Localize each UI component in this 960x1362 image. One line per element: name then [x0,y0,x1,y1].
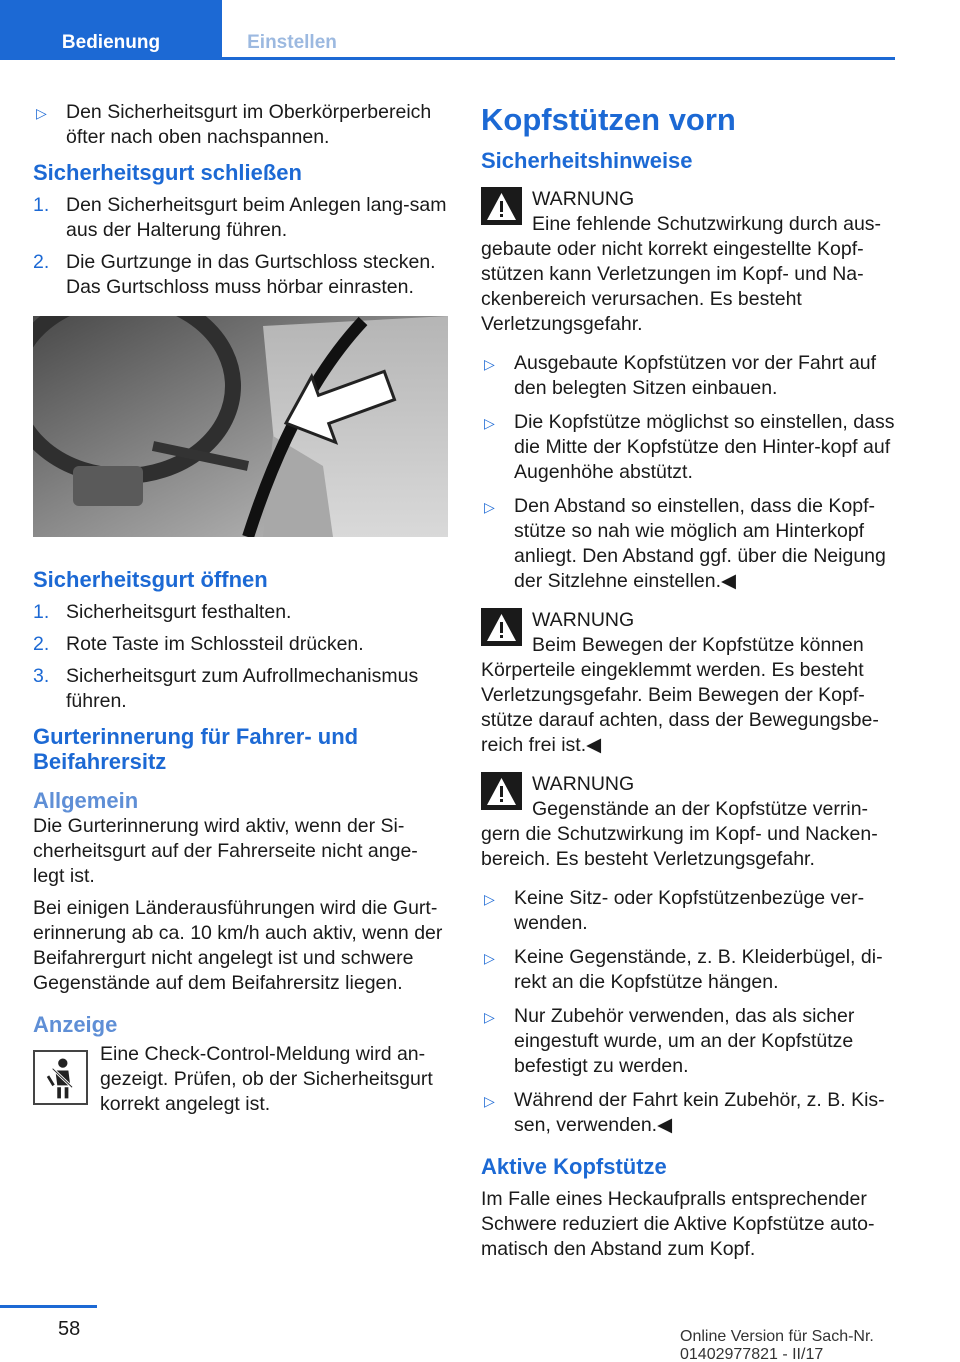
warning-text: Beim Bewegen der Kopfstütze können Körperteile eingeklemmt werden. Es besteht Verletzungsgefahr. Beim Bewegen der Kopf‐stütze darauf achten, dass der Bewegungsbe‐reich frei ist.◀ [481,634,879,756]
online-version-note: Online Version für Sach-Nr. 01402977821 - II/17 [680,1328,874,1362]
list-item [33,664,448,714]
warning-triangle-icon [481,608,522,646]
seatbelt-photo [33,316,448,537]
headrest-adjust-list [481,351,896,594]
step-number: 2. [33,633,50,655]
warning-title: WARNUNG [532,609,635,631]
warning-text: Eine fehlende Schutzwirkung durch aus‐gebaute oder nicht korrekt eingestellte Kopf‐stützen kann Verletzungen im Kopf- und Na‐ckenbereich verursachen. Es besteht Verletzungsgefahr. [481,213,882,335]
step-text: Die Gurtzunge in das Gurtschloss stecken. Das Gurtschloss muss hörbar einrasten. [66,251,436,298]
step-number: 2. [33,251,50,273]
triangle-bullet-icon: ▷ [484,891,495,907]
list-item-text: Nur Zubehör verwenden, das als sicher eingestuft wurde, um an der Kopfstütze befestigt zu werden. [514,1005,855,1077]
general-paragraph-1: Die Gurterinnerung wird aktiv, wenn der Si‐cherheitsgurt auf der Fahrerseite nicht ange‐legt ist. [33,815,418,887]
warning-block-3 [481,772,896,872]
warning-block-2 [481,608,896,758]
list-item [33,193,448,243]
list-item [33,100,448,150]
heading-close-belt: Sicherheitsgurt schließen [33,160,302,185]
list-item [481,886,896,936]
seatbelt-warning-icon [33,1050,88,1105]
list-item [33,632,448,657]
list-item [481,494,896,594]
list-item [481,351,896,401]
list-item-text: Den Sicherheitsgurt im Oberkörperbereich öfter nach oben nachspannen. [66,101,432,148]
list-item [33,600,448,625]
header-tabs [0,0,895,60]
heading-general: Allgemein [33,788,139,813]
triangle-bullet-icon: ▷ [484,1009,495,1025]
heading-belt-reminder: Gurterinnerung für Fahrer- und Beifahrersitz [33,724,359,774]
triangle-bullet-icon: ▷ [484,950,495,966]
step-number: 1. [33,194,50,216]
warning-text: Gegenstände an der Kopfstütze verrin‐gern die Schutzwirkung im Kopf- und Nacken‐bereich. Es besteht Verletzungsgefahr. [481,798,878,870]
footer-rule [0,1305,97,1308]
list-item [33,250,448,300]
step-text: Den Sicherheitsgurt beim Anlegen lang‐sam aus der Halterung führen. [66,194,447,241]
step-text: Rote Taste im Schlossteil drücken. [66,633,364,655]
list-item-text: Den Abstand so einstellen, dass die Kopf‐stütze so nah wie möglich am Hinterkopf anliegt. Den Abstand ggf. über die Neigung der Sitzlehne einstellen.◀ [514,495,886,592]
list-item [481,410,896,485]
close-steps [33,193,448,300]
accessory-list [481,886,896,1138]
list-item-text: Keine Sitz- oder Kopfstützenbezüge ver‐wenden. [514,887,865,934]
list-item-text: Keine Gegenstände, z. B. Kleiderbügel, di‐rekt an die Kopfstütze hängen. [514,946,883,993]
warning-triangle-icon [481,772,522,810]
tab-einstellen[interactable]: Einstellen [247,32,337,53]
general-paragraph-2: Bei einigen Länderausführungen wird die Gurt‐erinnerung ab ca. 10 km/h auch aktiv, wenn der Beifahrergurt nicht angelegt ist und schwere Gegenstände auf dem Beifahrersitz liegen. [33,897,443,994]
warning-block-1 [481,187,896,337]
intro-list [33,100,448,150]
heading-display: Anzeige [33,1012,118,1037]
triangle-bullet-icon: ▷ [484,499,495,515]
triangle-bullet-icon: ▷ [484,1093,495,1109]
heading-headrests: Kopfstützen vorn [481,102,736,137]
heading-active-headrest: Aktive Kopfstütze [481,1154,667,1179]
triangle-bullet-icon: ▷ [484,415,495,431]
heading-safety: Sicherheitshinweise [481,148,693,173]
warning-title: WARNUNG [532,773,635,795]
page-number: 58 [58,1318,81,1340]
list-item [481,1088,896,1138]
display-row [33,1042,448,1117]
list-item [481,1004,896,1079]
step-number: 1. [33,601,50,623]
warning-title: WARNUNG [532,188,635,210]
triangle-bullet-icon: ▷ [36,105,47,121]
right-column [481,102,896,1262]
left-column [33,100,448,1117]
step-text: Sicherheitsgurt zum Aufrollmechanismus führen. [66,665,419,712]
display-text: Eine Check-Control-Meldung wird an‐gezeigt. Prüfen, ob der Sicherheitsgurt korrekt angelegt ist. [100,1043,433,1115]
list-item-text: Ausgebaute Kopfstützen vor der Fahrt auf den belegten Sitzen einbauen. [514,352,877,399]
heading-open-belt: Sicherheitsgurt öffnen [33,567,268,592]
open-steps [33,600,448,714]
step-number: 3. [33,665,50,687]
list-item-text: Die Kopfstütze möglichst so einstellen, dass die Mitte der Kopfstütze den Hinter‐kopf auf Augenhöhe abstützt. [514,411,895,483]
step-text: Sicherheitsgurt festhalten. [66,601,292,623]
warning-triangle-icon [481,187,522,225]
tab-bedienung[interactable]: Bedienung [0,0,222,58]
list-item-text: Während der Fahrt kein Zubehör, z. B. Kis‐sen, verwenden.◀ [514,1089,885,1136]
list-item [481,945,896,995]
triangle-bullet-icon: ▷ [484,356,495,372]
active-headrest-text: Im Falle eines Heckaufpralls entsprechender Schwere reduziert die Aktive Kopfstütze auto‐matisch den Abstand zum Kopf. [481,1188,875,1260]
